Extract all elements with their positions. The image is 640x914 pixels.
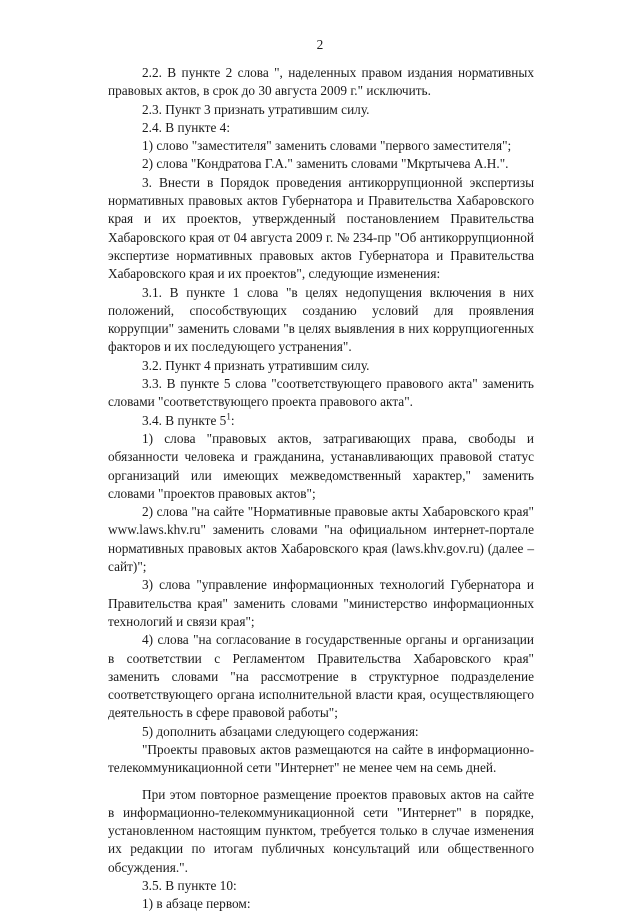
- paragraph-3-4-item-5: 5) дополнить абзацами следующего содержания:: [142, 723, 419, 739]
- paragraph-3-5-item-1: 1) в абзаце первом:: [142, 896, 251, 912]
- paragraph-2-3: 2.3. Пункт 3 признать утратившим силу.: [142, 101, 370, 117]
- paragraph-3-5: 3.5. В пункте 10:: [142, 878, 237, 894]
- document-body: [108, 64, 534, 914]
- paragraph-3-4-item-1: 1) слова "правовых актов, затрагивающих права, свободы и обязанности человека и гражданина, устанавливающих правовой статус организаций или имеющих межведомственный характер," заменить словами "проектов правовых актов";: [108, 430, 534, 501]
- quoted-paragraph-2: При этом повторное размещение проектов правовых актов на сайте в информационно-телекоммуникационной сети "Интернет" в порядке, установленном настоящим пунктом, требуется только в случае изменения их редакции по итогам публичных консультаций или общественного обсуждения.".: [108, 786, 534, 875]
- paragraph-3-4-item-3: 3) слова "управление информационных технологий Губернатора и Правительства края" заменить словами "министерство информационных технологий и связи края";: [108, 577, 534, 629]
- paragraph-3-4-text: 3.4. В пункте 5: [142, 412, 227, 428]
- paragraph-3-4: [108, 412, 534, 430]
- page-number: 2: [316, 37, 324, 52]
- paragraph-3: 3. Внести в Порядок проведения антикоррупционной экспертизы нормативных правовых актов Губернатора и Правительства Хабаровского края и их проектов, утвержденный постановлением Правительства Хабаровского края от 04 августа 2009 г. № 234-пр "Об антикоррупционной экспертизе нормативных правовых актов Губернатора и Правительства Хабаровского края и их проектов", следующие изменения:: [108, 174, 534, 282]
- paragraph-3-1: 3.1. В пункте 1 слова "в целях недопущения включения в них положений, способствующих созданию условий для проявления коррупции" заменить словами "в целях выявления в них коррупциогенных факторов и их последующего устранения".: [108, 284, 534, 355]
- paragraph-2-4-item-1: 1) слово "заместителя" заменить словами "первого заместителя";: [142, 138, 512, 154]
- paragraph-3-4-item-2: 2) слова "на сайте "Нормативные правовые акты Хабаровского края" www.laws.khv.ru" заменить словами "на официальном интернет-портале нормативных правовых актов Хабаровского края (laws.khv.gov.ru) (далее – сайт)";: [108, 504, 534, 575]
- paragraph-3-4-item-4: 4) слова "на согласование в государственные органы и организации в соответствии с Регламентом Правительства Хабаровского края" заменить словами "на рассмотрение в структурное подразделение соответствующего органа исполнительной власти края, осуществляющего деятельность в сфере правовой работы";: [108, 632, 534, 721]
- paragraph-2-4-item-2: 2) слова "Кондратова Г.А." заменить словами "Мкртычева А.Н.".: [142, 156, 509, 172]
- paragraph-3-4-superscript: 1: [226, 411, 231, 422]
- paragraph-3-2: 3.2. Пункт 4 признать утратившим силу.: [142, 357, 370, 373]
- paragraph-3-4-tail: :: [230, 412, 235, 428]
- quoted-paragraph-1: "Проекты правовых актов размещаются на сайте в информационно-телекоммуникационной сети "Интернет" не менее чем на семь дней.: [108, 741, 534, 776]
- paragraph-2-4: 2.4. В пункте 4:: [142, 119, 231, 135]
- paragraph-2-2: 2.2. В пункте 2 слова ", наделенных правом издания нормативных правовых актов, в срок до 30 августа 2009 г." исключить.: [108, 65, 534, 99]
- paragraph-3-3: 3.3. В пункте 5 слова "соответствующего правового акта" заменить словами "соответствующего проекта правового акта".: [108, 376, 534, 410]
